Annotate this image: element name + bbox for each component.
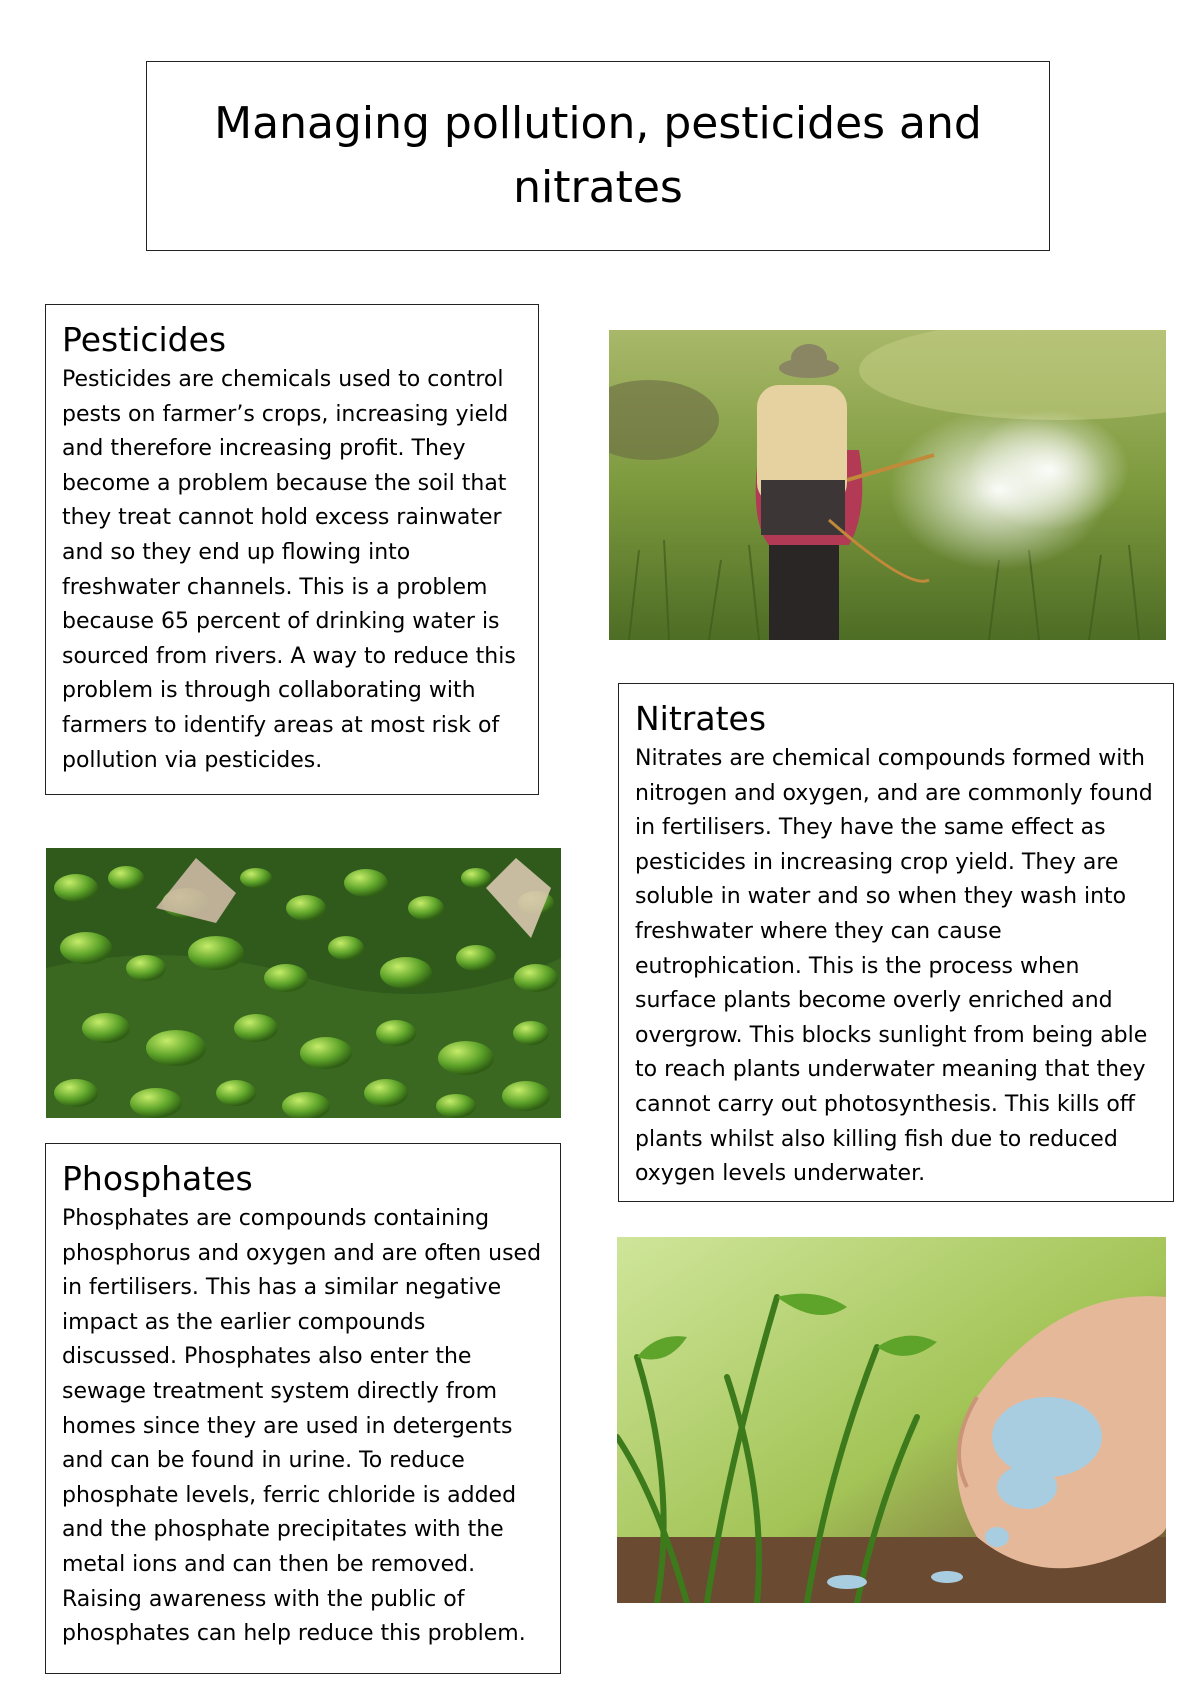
page-title: Managing pollution, pesticides and nitrates [214, 98, 982, 213]
algae-bloom-photo [46, 848, 561, 1118]
nitrates-section [618, 683, 1174, 1202]
pesticides-section [45, 304, 539, 795]
pesticide-sprayer-photo [609, 330, 1166, 640]
nitrates-heading: Nitrates [635, 699, 767, 738]
phosphates-section [45, 1143, 561, 1674]
title-box [146, 61, 1050, 251]
phosphates-body: Phosphates are compounds containing phosphorus and oxygen and are often used in fertilisers. This has a similar negative impact as the earlier compounds discussed. Phosphates also enter the sewage treatment system directly from homes since they are used in detergents and can be found in urine. To reduce phosphate levels, ferric chloride is added and the phosphate precipitates with the metal ions and can then be removed. Raising awareness with the public of phosphates can help reduce this problem. [62, 1206, 542, 1647]
phosphates-heading: Phosphates [62, 1159, 253, 1198]
fertiliser-hand-photo [617, 1237, 1166, 1603]
pesticides-body: Pesticides are chemicals used to control pests on farmer’s crops, increasing yield and therefore increasing profit. They become a problem because the soil that they treat cannot hold excess rainwater and so they end up flowing into freshwater channels. This is a problem because 65 percent of drinking water is sourced from rivers. A way to reduce this problem is through collaborating with farmers to identify areas at most risk of pollution via pesticides. [62, 367, 516, 773]
nitrates-body: Nitrates are chemical compounds formed with nitrogen and oxygen, and are commonly found in fertilisers. They have the same effect as pesticides in increasing crop yield. They are soluble in water and so when they wash into freshwater where they can cause eutrophication. This is the process when surface plants become overly enriched and overgrow. This blocks sunlight from being able to reach plants underwater meaning that they cannot carry out photosynthesis. This kills off plants whilst also killing fish due to reduced oxygen levels underwater. [635, 746, 1153, 1187]
pesticides-heading: Pesticides [62, 320, 227, 359]
